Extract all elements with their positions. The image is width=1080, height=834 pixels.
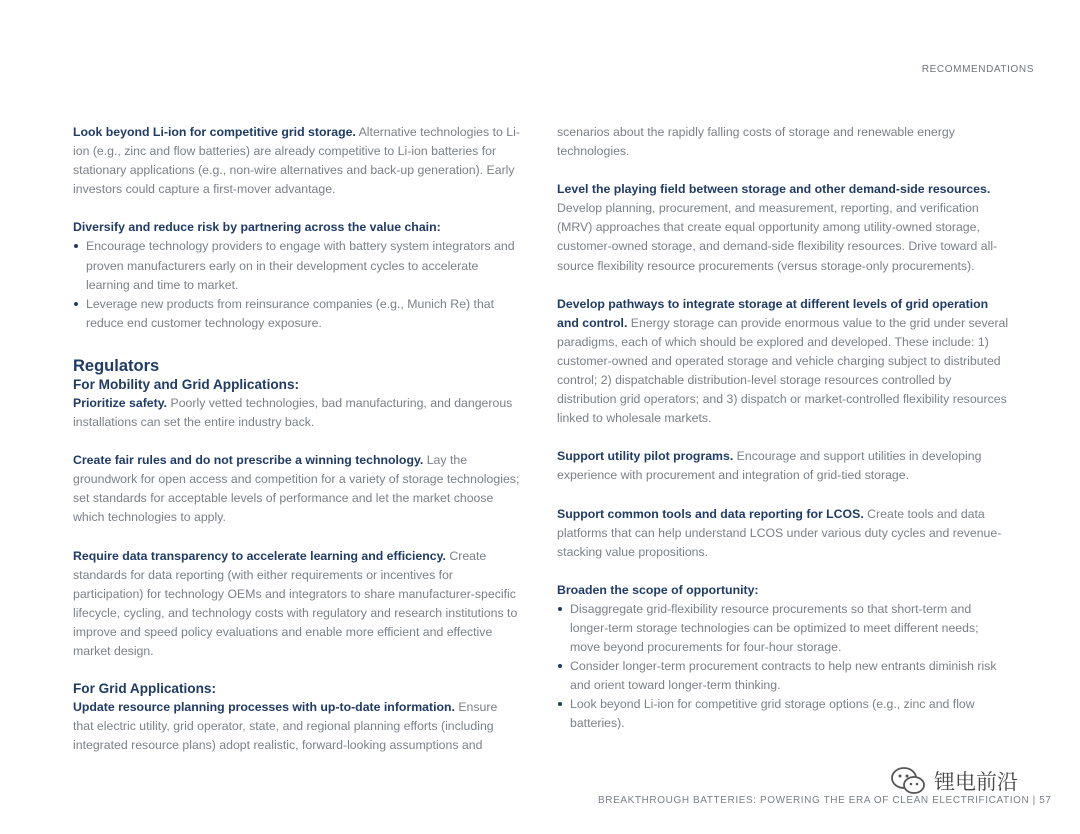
paragraph-text: Lay the groundwork for open access and competition for a variety of storage technologies; set standards for acceptable levels of performance and let the market choose which technologies to apply. bbox=[73, 453, 520, 525]
paragraph-utility-pilots bbox=[557, 447, 1009, 485]
paragraph-text: Create standards for data reporting (with either requirements or incentives for participation) for technology OEMs and integrators to share manufacturer-specific lifecycle, cycling, and technology costs with regulatory and research institutions to improve and speed policy evaluations and enable more efficient and effective market design. bbox=[73, 548, 518, 658]
paragraph-lead: Develop pathways to integrate storage at different levels of grid operation and control. bbox=[557, 296, 989, 330]
paragraph-look-beyond-li-ion bbox=[73, 123, 521, 199]
subsection-title-grid: For Grid Applications: bbox=[73, 681, 216, 697]
paragraph-lead: Update resource planning processes with up-to-date information. bbox=[73, 700, 455, 715]
paragraph-prioritize-safety bbox=[73, 394, 521, 432]
list-item: Encourage technology providers to engage with battery system integrators and proven manufacturers early on in their development cycles to accelerate learning and time to market. bbox=[73, 237, 521, 294]
paragraph-lead: Require data transparency to accelerate learning and efficiency. bbox=[73, 548, 446, 563]
right-column bbox=[557, 123, 1009, 753]
paragraph-lead: Support common tools and data reporting for LCOS. bbox=[557, 506, 864, 521]
paragraph-continuation bbox=[557, 123, 1009, 161]
left-column bbox=[73, 123, 521, 774]
paragraph-text: Develop planning, procurement, and measurement, reporting, and verification (MRV) approaches that create equal opportunity among utility-owned storage, customer-owned storage, and demand-side flexibility resources. Drive toward all-source flexibility resource procurements (versus storage-only procurements). bbox=[557, 201, 998, 273]
paragraph-lead: Create fair rules and do not prescribe a winning technology. bbox=[73, 453, 424, 468]
paragraph-text: Create tools and data platforms that can help understand LCOS under various duty cycles and revenue-stacking value propositions. bbox=[557, 506, 1002, 559]
paragraph-level-playing-field bbox=[557, 180, 1009, 275]
paragraph-text: Encourage and support utilities in developing experience with procurement and integration of grid-tied storage. bbox=[557, 449, 982, 483]
bullet-list bbox=[73, 237, 521, 332]
paragraph-text: Energy storage can provide enormous value to the grid under several paradigms, each of which should be explored and developed. These include: 1) customer-owned and operated storage and vehicle charging subject to distributed control; 2) dispatchable distribution-level storage resources controlled by distribution grid operators; and 3) dispatch or market-controlled flexibility resources linked to wholesale markets. bbox=[557, 315, 1009, 426]
paragraph-text: Ensure that electric utility, grid operator, state, and regional planning efforts (including integrated resource plans) adopt realistic, forward-looking assumptions and bbox=[73, 700, 498, 753]
list-item: Consider longer-term procurement contracts to help new entrants diminish risk and orient toward longer-term thinking. bbox=[557, 657, 1009, 695]
paragraph-data-transparency bbox=[73, 547, 521, 662]
section-title-regulators: Regulators bbox=[73, 356, 160, 375]
list-item: Leverage new products from reinsurance companies (e.g., Munich Re) that reduce end customer technology exposure. bbox=[73, 295, 521, 333]
paragraph-develop-pathways bbox=[557, 295, 1009, 429]
paragraph-common-tools bbox=[557, 505, 1009, 562]
paragraph-text: Alternative technologies to Li-ion (e.g., zinc and flow batteries) are already competitive to Li-ion batteries for stationary applications (e.g., non-wire alternatives and back-up generation). Early investors could capture a first-mover advantage. bbox=[73, 125, 520, 197]
paragraph-lead: Level the playing field between storage and other demand-side resources. bbox=[557, 182, 991, 197]
paragraph-fair-rules bbox=[73, 451, 521, 527]
watermark-text: 锂电前沿 bbox=[934, 771, 1018, 794]
paragraph-lead: Look beyond Li-ion for competitive grid storage. bbox=[73, 125, 356, 139]
list-item: Look beyond Li-ion for competitive grid storage options (e.g., zinc and flow batteries). bbox=[557, 695, 1009, 733]
wechat-icon bbox=[890, 766, 926, 796]
paragraph-resource-planning bbox=[73, 698, 521, 755]
page-footer: BREAKTHROUGH BATTERIES: POWERING THE ERA OF CLEAN ELECTRIFICATION | 57 bbox=[598, 795, 1052, 806]
paragraph-broaden-scope bbox=[557, 581, 1009, 734]
section-header: RECOMMENDATIONS bbox=[921, 64, 1034, 75]
paragraph-lead: Prioritize safety. bbox=[73, 395, 168, 410]
watermark bbox=[890, 766, 1018, 796]
paragraph-text: Poorly vetted technologies, bad manufacturing, and dangerous installations can set the entire industry back. bbox=[73, 395, 513, 430]
paragraph-lead: Broaden the scope of opportunity: bbox=[557, 582, 759, 597]
paragraph-lead: Support utility pilot programs. bbox=[557, 449, 734, 464]
subsection-title-mobility-grid: For Mobility and Grid Applications: bbox=[73, 376, 300, 392]
paragraph-diversify bbox=[73, 218, 521, 333]
paragraph-lead: Diversify and reduce risk by partnering across the value chain: bbox=[73, 220, 441, 235]
bullet-list bbox=[557, 600, 1009, 734]
list-item: Disaggregate grid-flexibility resource procurements so that short-term and longer-term storage technologies can be optimized to meet different needs; move beyond procurements for four-hour storage. bbox=[557, 600, 1009, 657]
paragraph-text: scenarios about the rapidly falling costs of storage and renewable energy technologies. bbox=[557, 125, 955, 159]
